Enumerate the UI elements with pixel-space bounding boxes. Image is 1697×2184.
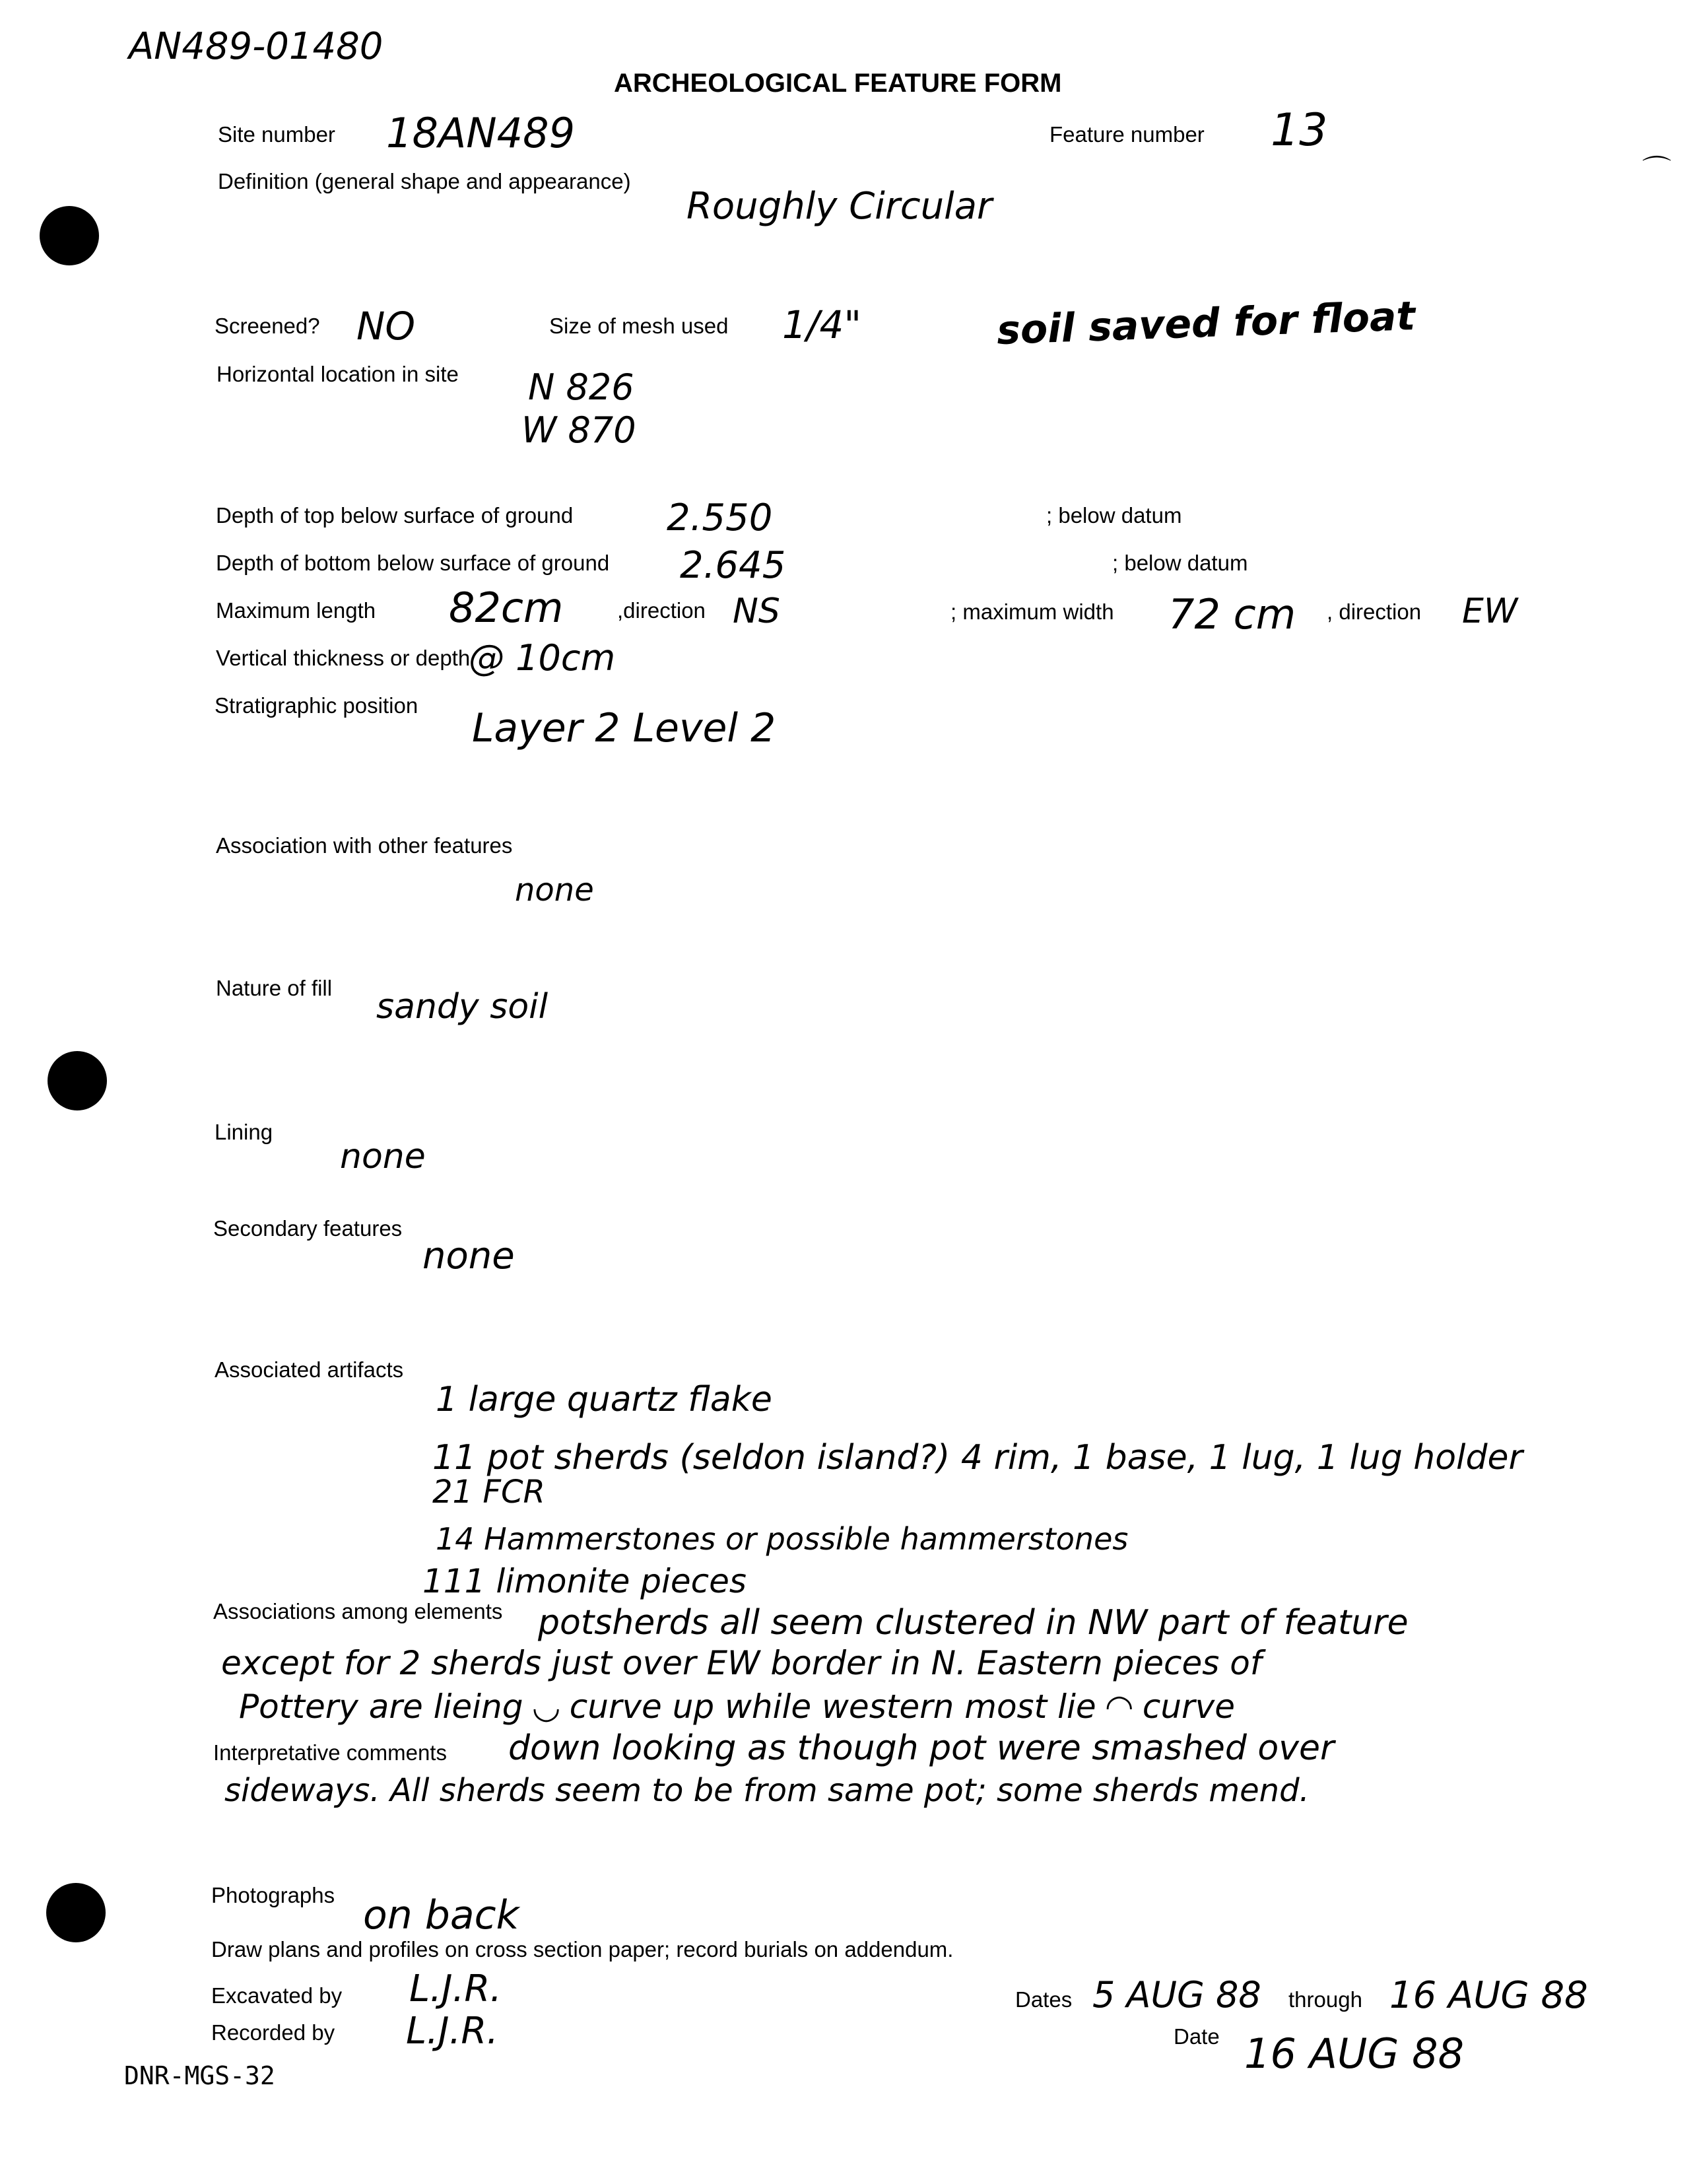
- max-length-label: Maximum length: [216, 598, 376, 623]
- dates-label: Dates: [1015, 1987, 1073, 2012]
- artifacts-label: Associated artifacts: [215, 1357, 404, 1382]
- artifact-line: 1 large quartz flake: [436, 1380, 772, 1419]
- site-number-value: 18AN489: [386, 109, 576, 157]
- form-title: ARCHEOLOGICAL FEATURE FORM: [614, 69, 1062, 98]
- excavated-by-value: L.J.R.: [409, 1967, 502, 2010]
- fill-value: sandy soil: [376, 987, 549, 1027]
- feature-number-value: 13: [1271, 104, 1328, 156]
- depth-bottom-value: 2.645: [680, 544, 786, 587]
- dates-through-label: through: [1288, 1987, 1362, 2012]
- binder-hole-bottom: [46, 1883, 106, 1942]
- excavated-by-label: Excavated by: [211, 1983, 343, 2008]
- recorded-by-label: Recorded by: [211, 2020, 335, 2045]
- secondary-features-label: Secondary features: [213, 1216, 403, 1241]
- artifact-line: 111 limonite pieces: [422, 1562, 747, 1600]
- interpretative-line: sideways. All sherds seem to be from same pot; some sherds mend.: [224, 1772, 1310, 1809]
- document-id: AN489-01480: [129, 25, 383, 68]
- date-value: 16 AUG 88: [1244, 2030, 1465, 2078]
- depth-bottom-datum-label: ; below datum: [1112, 551, 1248, 575]
- associations-line: except for 2 sherds just over EW border in N. Eastern pieces of: [221, 1644, 1262, 1682]
- depth-top-label: Depth of top below surface of ground: [216, 503, 574, 528]
- secondary-features-value: none: [422, 1235, 515, 1278]
- instructions: Draw plans and profiles on cross section paper; record burials on addendum.: [211, 1937, 954, 1962]
- binder-hole-top: [40, 206, 99, 265]
- interpretative-label: Interpretative comments: [213, 1740, 447, 1765]
- max-width-direction: EW: [1462, 592, 1518, 631]
- max-width-value: 72 cm: [1168, 590, 1296, 638]
- horizontal-location-west: W 870: [521, 409, 636, 451]
- recorded-by-value: L.J.R.: [406, 2010, 499, 2053]
- associations-elements-label: Associations among elements: [213, 1599, 503, 1623]
- associations-line: Pottery are lieing ◡ curve up while western most lie ◠ curve: [239, 1688, 1235, 1726]
- scan-edge-mark: ⌒: [1642, 154, 1671, 187]
- form-code: DNR-MGS-32: [124, 2061, 275, 2090]
- association-features-value: none: [515, 871, 594, 908]
- dates-from: 5 AUG 88: [1092, 1974, 1261, 2016]
- stratigraphic-value: Layer 2 Level 2: [472, 705, 776, 751]
- vertical-thickness-value: @ 10cm: [469, 637, 616, 679]
- max-length-value: 82cm: [449, 584, 564, 632]
- mesh-size-label: Size of mesh used: [549, 314, 729, 338]
- associations-line: potsherds all seem clustered in NW part of feature: [538, 1603, 1409, 1643]
- screened-label: Screened?: [215, 314, 320, 338]
- mesh-size-value: 1/4": [782, 302, 862, 347]
- max-length-direction: NS: [733, 592, 780, 631]
- date-label: Date: [1174, 2024, 1220, 2049]
- max-width-direction-label: , direction: [1327, 599, 1422, 624]
- horizontal-location-label: Horizontal location in site: [216, 362, 459, 386]
- association-features-label: Association with other features: [216, 833, 513, 858]
- horizontal-location-north: N 826: [528, 366, 634, 408]
- feature-number-label: Feature number: [1049, 122, 1205, 147]
- soil-note: soil saved for float: [995, 292, 1416, 355]
- definition-label: Definition (general shape and appearance): [218, 169, 631, 193]
- artifact-line: 14 Hammerstones or possible hammerstones: [436, 1521, 1129, 1557]
- interpretative-line: down looking as though pot were smashed over: [508, 1728, 1335, 1768]
- depth-top-datum-label: ; below datum: [1046, 503, 1182, 528]
- photographs-value: on back: [363, 1892, 519, 1938]
- fill-label: Nature of fill: [216, 976, 333, 1000]
- vertical-thickness-label: Vertical thickness or depth: [216, 646, 471, 670]
- depth-top-value: 2.550: [667, 496, 773, 539]
- max-width-label: ; maximum width: [950, 599, 1114, 624]
- binder-hole-middle: [48, 1051, 107, 1110]
- dates-to: 16 AUG 88: [1389, 1974, 1588, 2017]
- photographs-label: Photographs: [211, 1883, 335, 1907]
- depth-bottom-label: Depth of bottom below surface of ground: [216, 551, 610, 575]
- screened-value: NO: [356, 304, 416, 349]
- site-number-label: Site number: [218, 122, 335, 147]
- artifact-line: 11 pot sherds (seldon island?) 4 rim, 1 base, 1 lug, 1 lug holder: [432, 1438, 1523, 1478]
- lining-value: none: [340, 1137, 426, 1177]
- definition-value: Roughly Circular: [686, 185, 993, 228]
- stratigraphic-label: Stratigraphic position: [215, 693, 418, 718]
- artifact-line: 21 FCR: [432, 1474, 545, 1511]
- lining-label: Lining: [215, 1120, 273, 1144]
- max-length-direction-label: ,direction: [617, 598, 706, 623]
